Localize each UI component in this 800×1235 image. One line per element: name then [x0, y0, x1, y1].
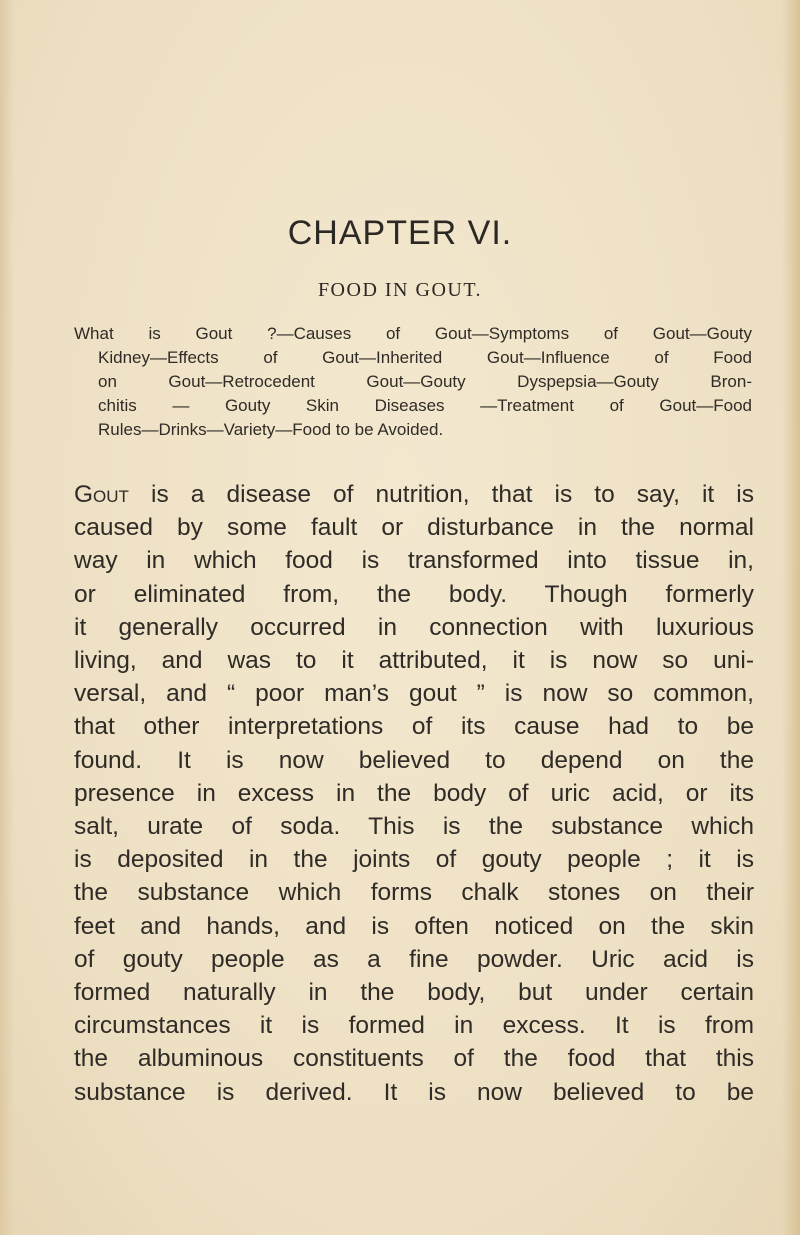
body-line-text: is a disease of nutrition, that is to say, it is: [128, 481, 754, 508]
chapter-subtitle: FOOD IN GOUT.: [317, 279, 483, 301]
body-line: found. It is now believed to depend on the: [74, 746, 754, 774]
body-line: salt, urate of soda. This is the substance which: [74, 813, 754, 841]
chapter-synopsis: [74, 322, 752, 442]
body-line: feet and hands, and is often noticed on the skin: [74, 912, 754, 940]
body-line: way in which food is transformed into tissue in,: [74, 547, 754, 575]
synopsis-line: Kidney—Effects of Gout—Inherited Gout—Influence of Food: [98, 348, 752, 367]
page-left-edge-shadow: [0, 0, 14, 1235]
body-line: caused by some fault or disturbance in the normal: [74, 514, 754, 542]
synopsis-line: chitis — Gouty Skin Diseases —Treatment of Gout—Food: [98, 396, 752, 415]
body-line: it generally occurred in connection with luxurious: [74, 613, 754, 641]
synopsis-line: What is Gout ?—Causes of Gout—Symptoms of Gout—Gouty: [74, 324, 752, 343]
body-line: living, and was to it attributed, it is now so uni-: [74, 647, 754, 675]
synopsis-line: on Gout—Retrocedent Gout—Gouty Dyspepsia—Gouty Bron-: [98, 372, 752, 391]
drop-word: Gout: [74, 481, 129, 508]
page-right-edge-shadow: [782, 0, 800, 1235]
body-line: versal, and “ poor man’s gout ” is now so common,: [74, 680, 754, 708]
body-line: that other interpretations of its cause had to be: [74, 713, 754, 741]
body-line: of gouty people as a fine powder. Uric acid is: [74, 945, 754, 973]
body-line: substance is derived. It is now believed to be: [74, 1078, 754, 1106]
body-line: formed naturally in the body, but under certain: [74, 979, 754, 1007]
body-line: or eliminated from, the body. Though formerly: [74, 580, 754, 608]
body-line: the substance which forms chalk stones on their: [74, 879, 754, 907]
synopsis-line: Rules—Drinks—Variety—Food to be Avoided.: [98, 420, 444, 439]
body-line: the albuminous constituents of the food that this: [74, 1045, 754, 1073]
body-paragraph: [74, 478, 754, 1109]
body-line: is deposited in the joints of gouty people ; it is: [74, 846, 754, 874]
body-line: circumstances it is formed in excess. It is from: [74, 1012, 754, 1040]
chapter-title: CHAPTER VI.: [287, 214, 513, 252]
body-line: [74, 478, 754, 511]
body-line: presence in excess in the body of uric acid, or its: [74, 779, 754, 807]
